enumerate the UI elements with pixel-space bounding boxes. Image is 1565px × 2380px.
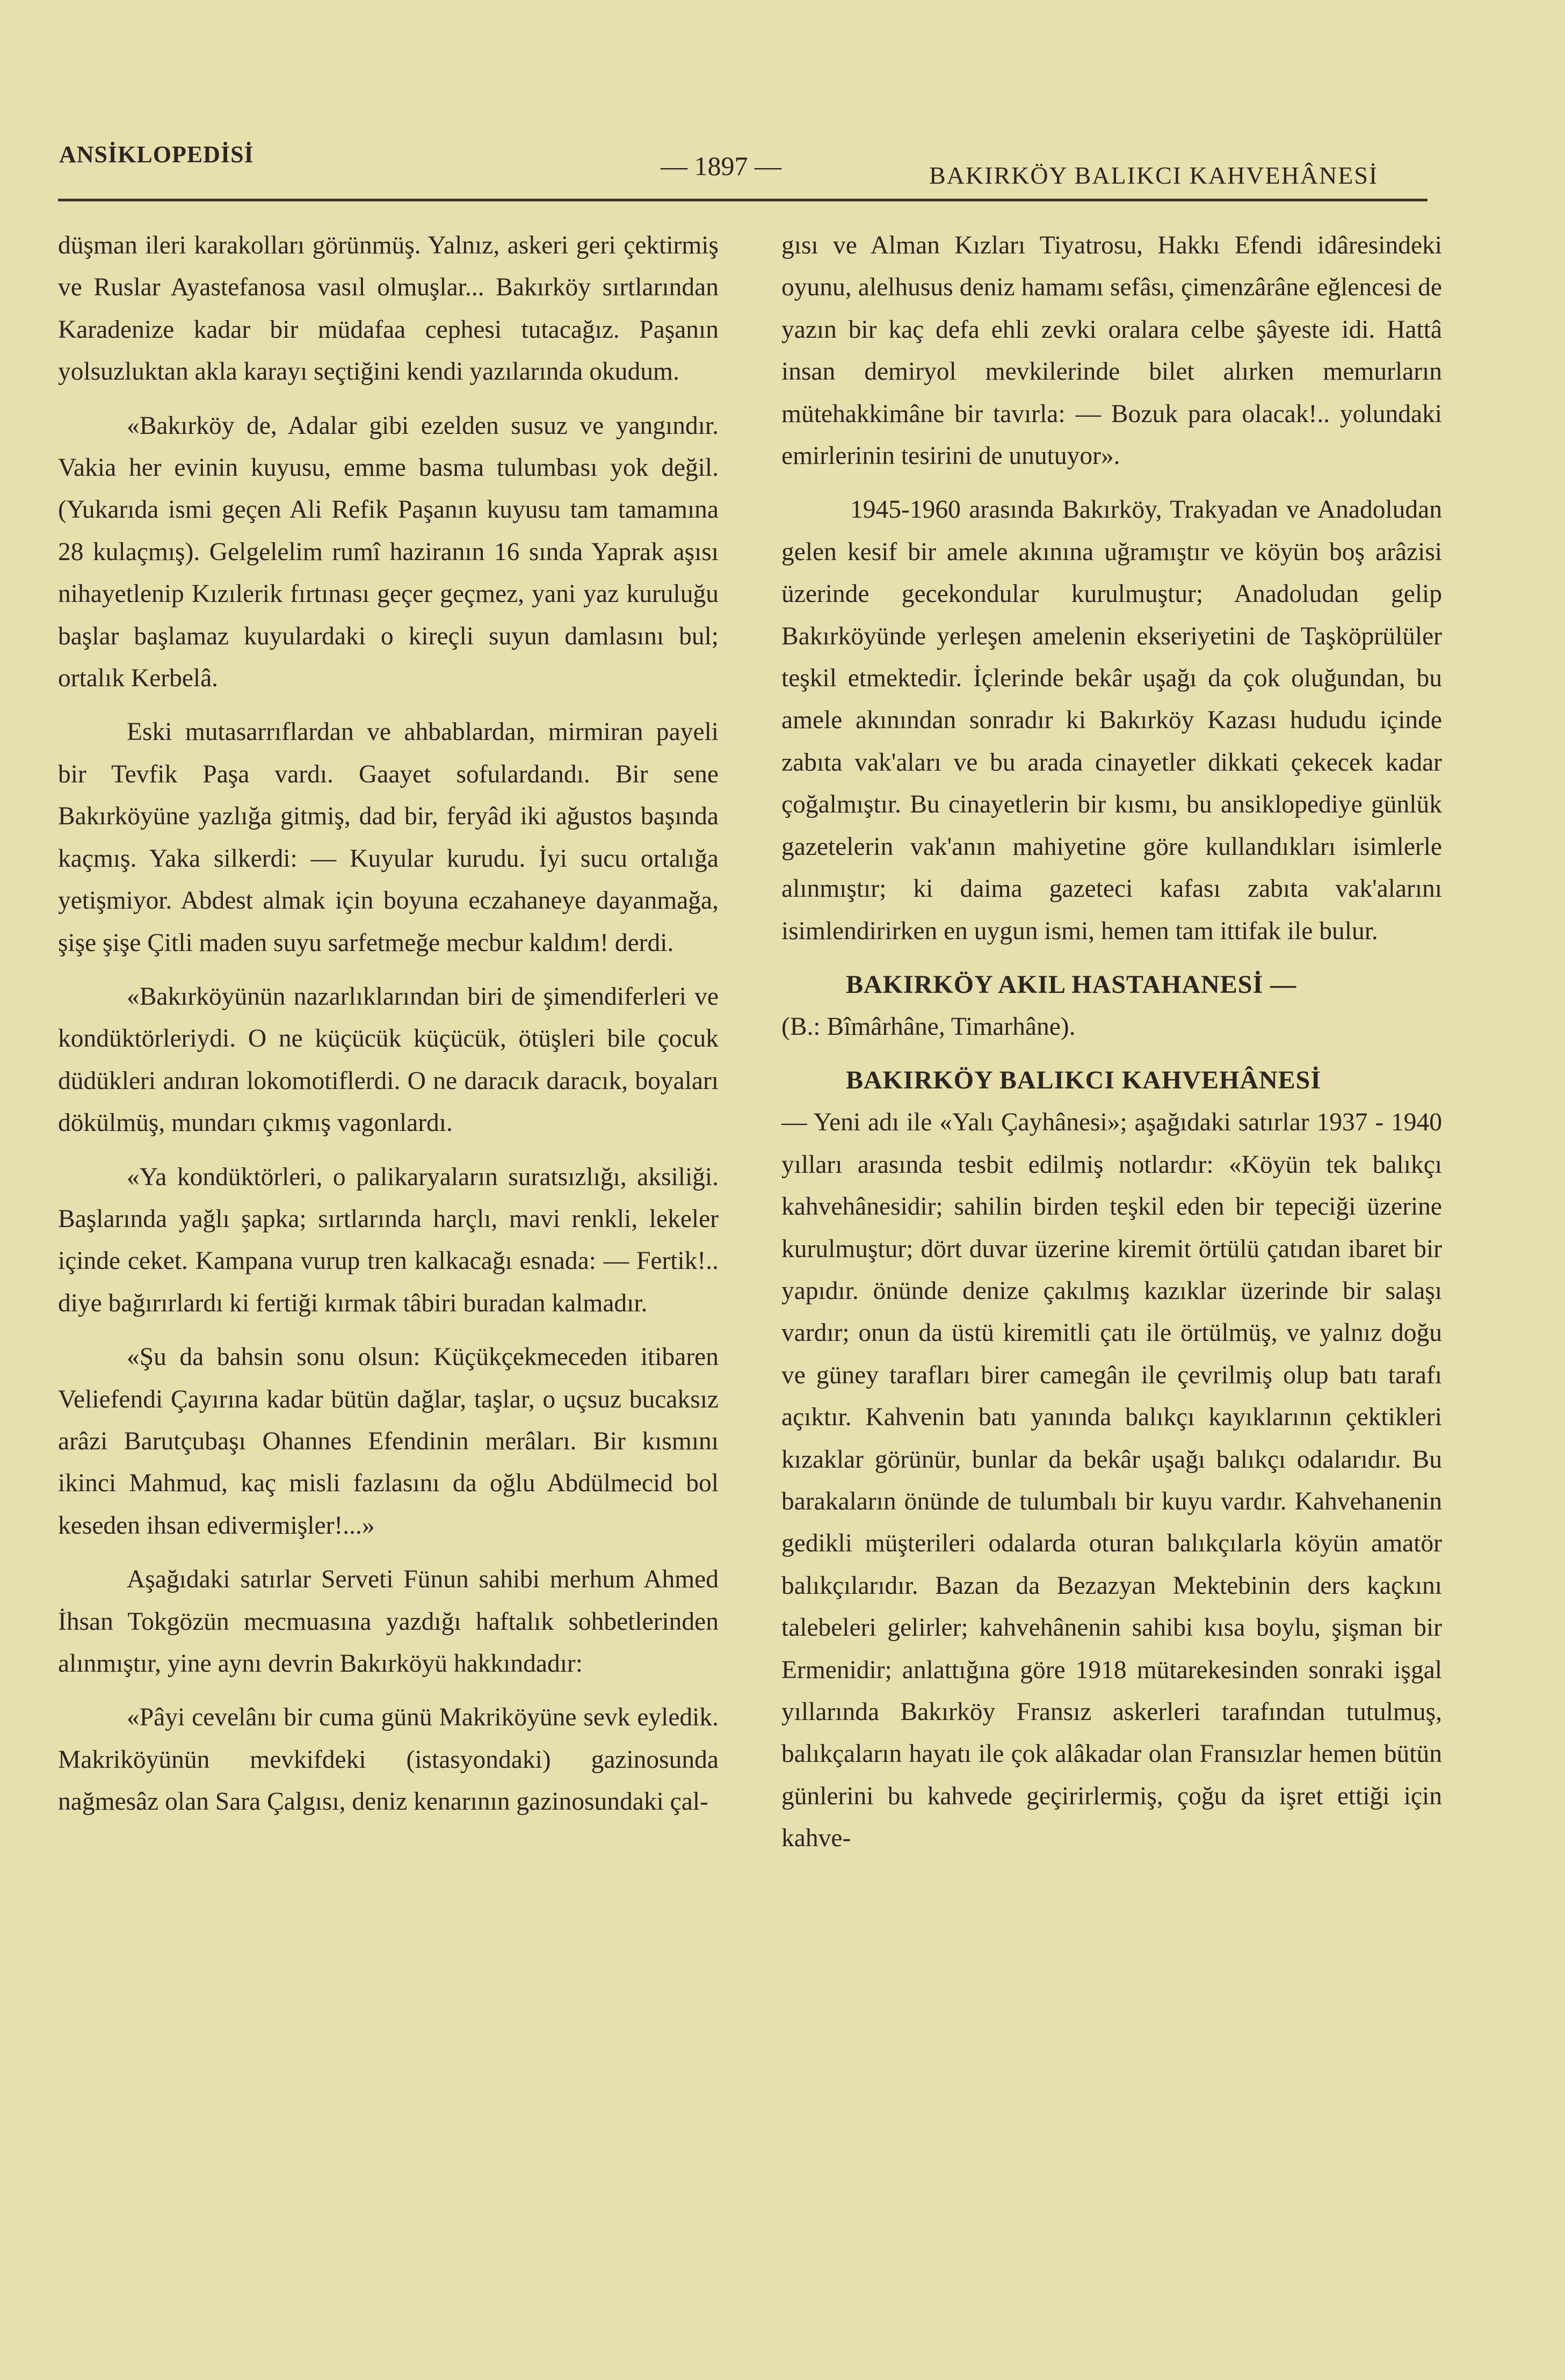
entry-heading: BAKIRKÖY BALIKCI KAHVEHÂNESİ [846, 1066, 1322, 1095]
running-header-right: BAKIRKÖY BALIKCI KAHVEHÂNESİ [929, 162, 1379, 189]
header-rule [58, 199, 1428, 201]
paragraph: (B.: Bîmârhâne, Timarhâne). [781, 1012, 1076, 1041]
page-number: — 1897 — [661, 151, 781, 181]
paragraph: «Bakırköyünün nazarlıklarından biri de şimendiferleri ve kondüktörleriydi. O ne küçücük küçücük, ötüşleri bile çocuk düdükleri andıran lokomotiflerdi. O ne daracık daracık, boyaları dökülmüş, mundarı çıkmış vagonlardı. [58, 982, 719, 1137]
paragraph: düşman ileri karakolları görünmüş. Yalnız, askeri geri çektirmiş ve Ruslar Ayastefanosa vasıl olmuşlar... Bakırköy sırtlarından Karadenize kadar bir müdafaa cephesi tutacağız. Paşanın yolsuzluktan akla karayı seçtiğini kendi yazılarında okudum. [58, 231, 719, 386]
right-column [781, 224, 1442, 1871]
paragraph: «Bakırköy de, Adalar gibi ezelden susuz ve yangındır. Vakia her evinin kuyusu, emme basma tulumbası yok değil. (Yukarıda ismi geçen Ali Refik Paşanın kuyusu tam tamamına 28 kulaçmış). Gelgelelim rumî haziranın 16 sında Yaprak aşısı nihayetlenip Kızılerik fırtınası geçer geçmez, yani yaz kuruluğu başlar başlamaz kuyulardaki o kireçli suyun damlasını bul; ortalık Kerbelâ. [58, 411, 719, 693]
paragraph: Eski mutasarrıflardan ve ahbablardan, mirmiran payeli bir Tevfik Paşa vardı. Gaayet sofulardandı. Bir sene Bakırköyüne yazlığa gitmiş, dad bir, feryâd iki ağustos başında kaçmış. Yaka silkerdi: — Kuyular kurudu. İyi sucu ortalığa yetişmiyor. Abdest almak için boyuna eczahaneye dayanmağa, şişe şişe Çitli maden suyu sarfetmeğe mecbur kaldım! derdi. [58, 718, 719, 957]
paragraph: «Şu da bahsin sonu olsun: Küçükçekmeceden itibaren Veliefendi Çayırına kadar bütün dağlar, taşlar, o uçsuz bucaksız arâzi Barutçubaşı Ohannes Efendinin merâları. Bir kısmını ikinci Mahmud, kaç misli fazlasını da oğlu Abdülmecid bol keseden ihsan edivermişler!...» [58, 1343, 719, 1540]
entry-heading: BAKIRKÖY AKIL HASTAHANESİ — [846, 970, 1297, 999]
paragraph: gısı ve Alman Kızları Tiyatrosu, Hakkı Efendi idâresindeki oyunu, alelhusus deniz hamamı sefâsı, çimenzârâne eğlencesi de yazın bir kaç defa ehli zevki oralara celbe şâyeste idi. Hattâ insan demiryol mevkilerinde bilet alırken memurların mütehakkimâne bir tavırla: — Bozuk para olacak!.. yolundaki emirlerinin tesirini de unutuyor». [781, 231, 1442, 470]
paragraph: «Ya kondüktörleri, o palikaryaların suratsızlığı, aksiliği. Başlarında yağlı şapka; sırtlarında harçlı, mavi renkli, lekeler içinde ceket. Kampana vurup tren kalkacağı esnada: — Fertik!.. diye bağırırlardı ki fertiği kırmak tâbiri buradan kalmadır. [58, 1163, 719, 1317]
running-header-left: ANSİKLOPEDİSİ [59, 141, 254, 168]
paragraph: 1945-1960 arasında Bakırköy, Trakyadan ve Anadoludan gelen kesif bir amele akınına uğramıştır ve köyün boş arâzisi üzerinde gecekondular kurulmuştur; Anadoludan gelip Bakırköyünde yerleşen amelenin ekseriyetini de Taşköprülüler teşkil etmektedir. İçlerinde bekâr uşağı da çok oluğundan, bu amele akınından sonradır ki Bakırköy Kazası hududu içinde zabıta vak'aları ve bu arada cinayetler dikkati çekecek kadar çoğalmıştır. Bu cinayetlerin bir kısmı, bu ansiklopediye günlük gazetelerin vak'anın mahiyetine göre kullandıkları isimlerle alınmıştır; ki daima gazeteci kafası zabıta vak'alarını isimlendirirken en uygun ismi, hemen tam ittifak ile bulur. [781, 496, 1442, 945]
paragraph: — Yeni adı ile «Yalı Çayhânesi»; aşağıdaki satırlar 1937 - 1940 yılları arasında tesbit edilmiş notlardır: «Köyün tek balıkçı kahvehânesidir; sahilin birden teşkil eden bir tepeciği üzerine kurulmuştur; dört duvar üzerine kiremit örtülü çatıdan ibaret bir yapıdır. önünde denize çakılmış kazıklar üzerinde bir salaşı vardır; onun da üstü kiremitli çatı ile örtülmüş, ve yalnız doğu ve güney tarafları birer camegân ile çevrilmiş olup batı tarafı açıktır. Kahvenin batı yanında balıkçı kayıklarının çektikleri kızaklar görünür, bunlar da bekâr uşağı balıkçı odalarıdır. Bu barakaların önünde de tulumbalı bir kuyu vardır. Kahvehanenin gedikli müşterileri odalarda oturan balıkçılarla köyün amatör balıkçılarıdır. Bazan da Bezazyan Mektebinin ders kaçkını talebeleri gelirler; kahvehânenin sahibi kısa boylu, şişman bir Ermenidir; anlattığına göre 1918 mütarekesinden sonraki işgal yıllarında Bakırköy Fransız askerleri tarafından tutulmuş, balıkçaların hayatı ile çok alâkadar olan Fransızlar hemen bütün günlerini bu kahvede geçirirlermiş, çoğu da işret ettiği için kahve- [781, 1108, 1442, 1853]
left-column [58, 224, 719, 1835]
paragraph: «Pâyi cevelânı bir cuma günü Makriköyüne sevk eyledik. Makriköyünün mevkifdeki (istasyondaki) gazinosunda nağmesâz olan Sara Çalgısı, deniz kenarının gazinosundaki çal- [58, 1703, 719, 1816]
paragraph: Aşağıdaki satırlar Serveti Fünun sahibi merhum Ahmed İhsan Tokgözün mecmuasına yazdığı haftalık sohbetlerinden alınmıştır, yine aynı devrin Bakırköyü hakkındadır: [58, 1565, 719, 1678]
